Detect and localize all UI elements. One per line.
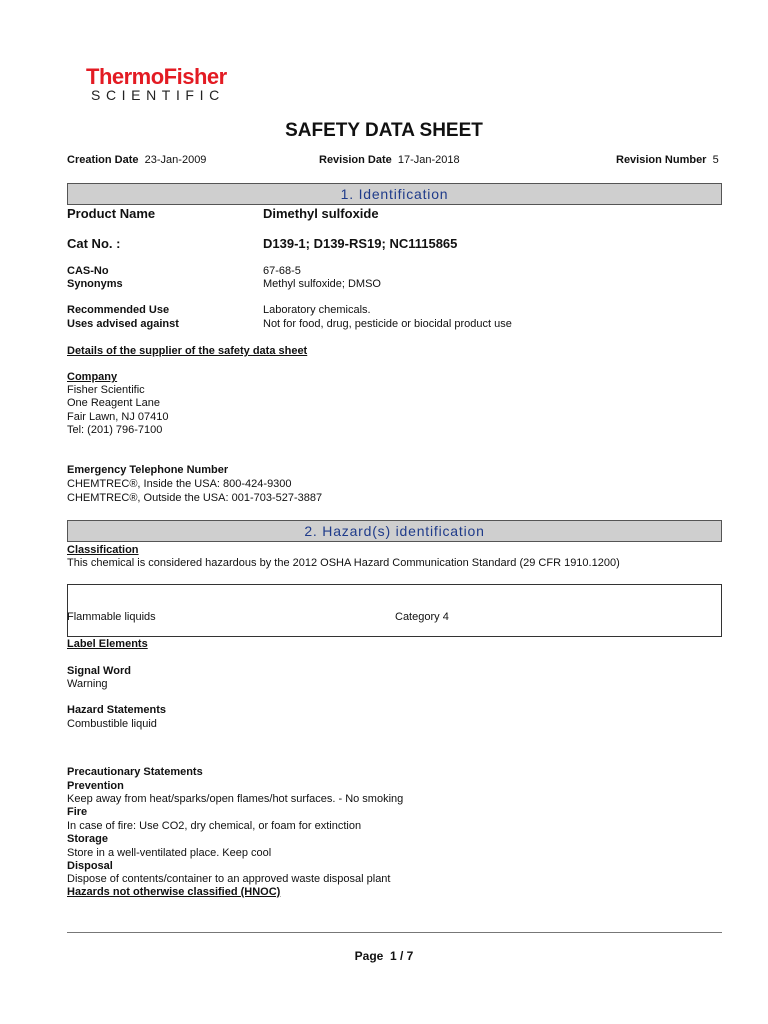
company-line: Fisher Scientific [67, 384, 145, 396]
uses-advised-against-label: Uses advised against [67, 318, 179, 330]
storage-heading: Storage [67, 833, 108, 845]
company-line: One Reagent Lane [67, 397, 160, 409]
label-elements-heading: Label Elements [67, 638, 148, 650]
synonyms-label: Synonyms [67, 278, 123, 290]
hazard-statements-value: Combustible liquid [67, 718, 157, 730]
emergency-line: CHEMTREC®, Inside the USA: 800-424-9300 [67, 478, 292, 490]
signal-word-value: Warning [67, 678, 108, 690]
creation-date-value: 23-Jan-2009 [144, 154, 207, 166]
creation-date [67, 154, 206, 166]
revision-number-value: 5 [712, 154, 719, 166]
page-number: 1 / 7 [390, 949, 414, 963]
creation-date-label: Creation Date [67, 154, 139, 166]
company-line: Tel: (201) 796-7100 [67, 424, 163, 436]
section-1-heading: 1. Identification [67, 183, 722, 205]
product-name-value: Dimethyl sulfoxide [263, 206, 379, 221]
revision-number [616, 154, 719, 166]
page-indicator [0, 949, 768, 963]
revision-date [319, 154, 460, 166]
classification-text: This chemical is considered hazardous by the 2012 OSHA Hazard Communication Standard (29 CFR 1910.1200) [67, 557, 620, 569]
company-heading: Company [67, 371, 118, 383]
page-label: Page [354, 949, 384, 963]
emergency-phone-heading: Emergency Telephone Number [67, 464, 229, 476]
cas-value: 67-68-5 [263, 265, 301, 277]
revision-date-value: 17-Jan-2018 [397, 154, 460, 166]
hnoc-heading: Hazards not otherwise classified (HNOC) [67, 886, 281, 898]
fire-heading: Fire [67, 806, 88, 818]
revision-date-label: Revision Date [319, 154, 392, 166]
hazard-class-name: Flammable liquids [67, 611, 156, 623]
cat-no-value: D139-1; D139-RS19; NC1115865 [263, 236, 458, 251]
disposal-heading: Disposal [67, 860, 113, 872]
revision-number-label: Revision Number [616, 154, 707, 166]
hazard-class-category: Category 4 [395, 611, 449, 623]
product-name-label: Product Name [67, 206, 156, 221]
synonyms-value: Methyl sulfoxide; DMSO [263, 278, 381, 290]
classification-heading: Classification [67, 544, 139, 556]
disposal-text: Dispose of contents/container to an approved waste disposal plant [67, 873, 391, 885]
brand-logo-wordmark: ThermoFisher [86, 64, 227, 89]
fire-text: In case of fire: Use CO2, dry chemical, or foam for extinction [67, 820, 362, 832]
prevention-heading: Prevention [67, 780, 124, 792]
uses-advised-against-value: Not for food, drug, pesticide or biocidal product use [263, 318, 512, 330]
document-title: SAFETY DATA SHEET [285, 120, 483, 141]
storage-text: Store in a well-ventilated place. Keep cool [67, 847, 272, 859]
prevention-text: Keep away from heat/sparks/open flames/hot surfaces. - No smoking [67, 793, 404, 805]
emergency-line: CHEMTREC®, Outside the USA: 001-703-527-3887 [67, 492, 323, 504]
cat-no-label: Cat No. : [67, 236, 121, 251]
cas-label: CAS-No [67, 265, 109, 277]
footer-divider [67, 932, 722, 933]
precautionary-heading: Precautionary Statements [67, 766, 203, 778]
recommended-use-value: Laboratory chemicals. [263, 304, 371, 316]
signal-word-heading: Signal Word [67, 665, 131, 677]
company-line: Fair Lawn, NJ 07410 [67, 411, 169, 423]
brand-logo-subtitle: SCIENTIFIC [91, 87, 225, 103]
recommended-use-label: Recommended Use [67, 304, 170, 316]
section-2-heading: 2. Hazard(s) identification [67, 520, 722, 542]
supplier-details-heading: Details of the supplier of the safety data sheet [67, 345, 308, 357]
hazard-statements-heading: Hazard Statements [67, 704, 167, 716]
